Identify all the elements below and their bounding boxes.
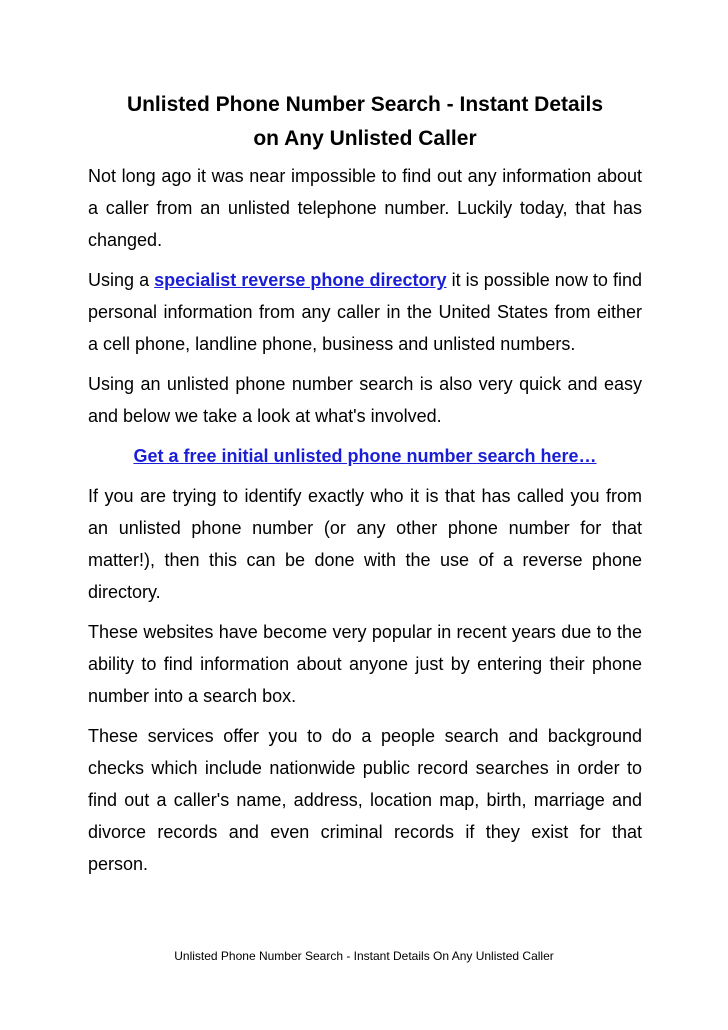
title-line-1: Unlisted Phone Number Search - Instant Details	[126, 93, 604, 116]
document-page	[88, 88, 642, 880]
paragraph-quick-easy: Using an unlisted phone number search is also very quick and easy and below we take a look at what's involved.	[88, 374, 642, 426]
paragraph-directory	[88, 264, 642, 360]
paragraph-services: These services offer you to do a people search and background checks which include nationwide public record searches in order to find out a caller's name, address, location map, birth, marriage and divorce records and even criminal records if they exist for that person.	[88, 726, 642, 874]
page-footer: Unlisted Phone Number Search - Instant Details On Any Unlisted Caller	[174, 949, 554, 963]
reverse-directory-link[interactable]: specialist reverse phone directory	[154, 270, 447, 290]
paragraph-directory-prefix: Using a	[88, 270, 155, 290]
title-line-2: on Any Unlisted Caller	[253, 127, 477, 150]
page-title	[88, 88, 642, 156]
paragraph-identify-caller: If you are trying to identify exactly who it is that has called you from an unlisted phone number (or any other phone number for that matter!), then this can be done with the use of a reverse phone directory.	[88, 486, 642, 602]
paragraph-intro: Not long ago it was near impossible to find out any information about a caller from an unlisted telephone number. Luckily today, that has changed.	[88, 166, 642, 250]
paragraph-popular-websites: These websites have become very popular in recent years due to the ability to find information about anyone just by entering their phone number into a search box.	[88, 622, 642, 706]
free-search-link[interactable]: Get a free initial unlisted phone number search here…	[133, 446, 597, 466]
cta-container	[88, 440, 642, 472]
paragraph-directory-suffix: it is possible now to find personal information from any caller in the United States from either a cell phone, landline phone, business and unlisted numbers.	[88, 270, 642, 354]
